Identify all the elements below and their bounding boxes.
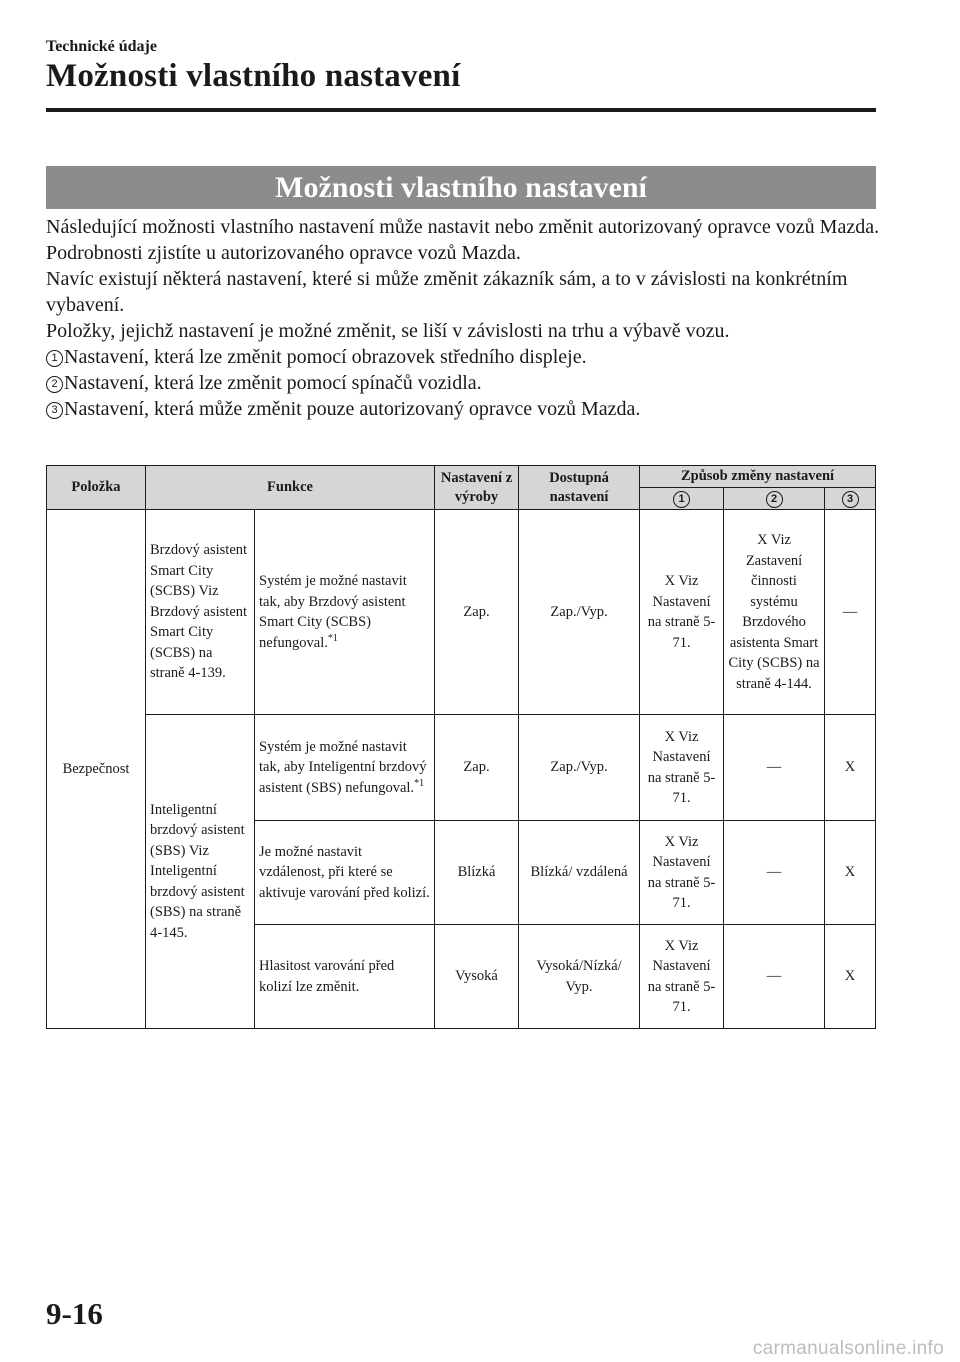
function-text: Systém je možné nastavit tak, aby Inteligentní brzdový asistent (SBS) nefungoval. bbox=[259, 738, 427, 796]
factory-cell: Zap. bbox=[435, 715, 519, 821]
available-cell: Vysoká/Nízká/ Vyp. bbox=[519, 925, 640, 1029]
circled-number-2: 2 bbox=[766, 491, 783, 508]
intro-text bbox=[46, 214, 881, 422]
method-2-cell: — bbox=[724, 715, 825, 821]
section-label: Technické údaje bbox=[46, 38, 157, 55]
intro-paragraph-2: Navíc existují některá nastavení, které si může změnit zákazník sám, a to v závislosti na konkrétním vybavení. bbox=[46, 268, 848, 316]
intro-paragraph-1: Následující možnosti vlastního nastavení může nastavit nebo změnit autorizovaný opravce vozů Mazda. Podrobnosti zjistíte u autorizovaného opravce vozů Mazda. bbox=[46, 216, 880, 264]
col-header-item: Položka bbox=[47, 466, 146, 510]
footnote-ref: *1 bbox=[327, 632, 338, 644]
method-3-cell: X bbox=[825, 821, 876, 925]
header-divider bbox=[46, 108, 876, 112]
circled-number-3: 3 bbox=[46, 402, 63, 419]
section-banner: Možnosti vlastního nastavení bbox=[46, 166, 876, 209]
footnote-ref: *1 bbox=[414, 777, 425, 789]
circled-number-2: 2 bbox=[46, 376, 63, 393]
table-header-row bbox=[47, 466, 876, 488]
function-cell: Hlasitost varování před kolizí lze změnit. bbox=[255, 925, 435, 1029]
method-1-cell: X Viz Nastavení na straně 5-71. bbox=[640, 715, 724, 821]
method-item-2 bbox=[46, 370, 881, 396]
group-cell-scbs: Brzdový asistent Smart City (SCBS) Viz Brzdový asistent Smart City (SCBS) na straně 4-139. bbox=[146, 510, 255, 715]
circled-number-1: 1 bbox=[673, 491, 690, 508]
col-header-available: Dostupná nastavení bbox=[519, 466, 640, 510]
site-watermark: carmanualsonline.info bbox=[752, 1338, 944, 1359]
method-3-cell: X bbox=[825, 715, 876, 821]
col-header-method-1 bbox=[640, 488, 724, 510]
function-text: Systém je možné nastavit tak, aby Brzdový asistent Smart City (SCBS) nefungoval. bbox=[259, 573, 407, 651]
method-text-2: Nastavení, která lze změnit pomocí spínačů vozidla. bbox=[64, 372, 482, 394]
page-number: 9-16 bbox=[46, 1296, 103, 1331]
method-2-cell: — bbox=[724, 925, 825, 1029]
group-cell-sbs: Inteligentní brzdový asistent (SBS) Viz Inteligentní brzdový asistent (SBS) na straně 4-145. bbox=[146, 715, 255, 1029]
factory-cell: Zap. bbox=[435, 510, 519, 715]
method-2-cell: — bbox=[724, 821, 825, 925]
circled-number-1: 1 bbox=[46, 350, 63, 367]
method-1-cell: X Viz Nastavení na straně 5-71. bbox=[640, 510, 724, 715]
circled-number-3: 3 bbox=[842, 491, 859, 508]
table-row bbox=[47, 715, 876, 821]
available-cell: Zap./Vyp. bbox=[519, 510, 640, 715]
col-header-factory: Nastavení z výroby bbox=[435, 466, 519, 510]
factory-cell: Vysoká bbox=[435, 925, 519, 1029]
function-cell: Je možné nastavit vzdálenost, při které se aktivuje varování před kolizí. bbox=[255, 821, 435, 925]
function-cell bbox=[255, 510, 435, 715]
method-text-3: Nastavení, která může změnit pouze autorizovaný opravce vozů Mazda. bbox=[64, 398, 641, 420]
col-header-method-3 bbox=[825, 488, 876, 510]
method-1-cell: X Viz Nastavení na straně 5-71. bbox=[640, 925, 724, 1029]
col-header-method: Způsob změny nastavení bbox=[640, 466, 876, 488]
method-item-1 bbox=[46, 344, 881, 370]
method-3-cell: X bbox=[825, 925, 876, 1029]
method-2-cell: X Viz Zastavení činnosti systému Brzdového asistenta Smart City (SCBS) na straně 4-144. bbox=[724, 510, 825, 715]
method-1-cell: X Viz Nastavení na straně 5-71. bbox=[640, 821, 724, 925]
function-cell bbox=[255, 715, 435, 821]
item-cell: Bezpečnost bbox=[47, 510, 146, 1029]
factory-cell: Blízká bbox=[435, 821, 519, 925]
available-cell: Zap./Vyp. bbox=[519, 715, 640, 821]
settings-table bbox=[46, 465, 876, 1029]
method-item-3 bbox=[46, 396, 881, 422]
available-cell: Blízká/ vzdálená bbox=[519, 821, 640, 925]
method-3-cell: — bbox=[825, 510, 876, 715]
col-header-function: Funkce bbox=[146, 466, 435, 510]
method-text-1: Nastavení, která lze změnit pomocí obrazovek středního displeje. bbox=[64, 346, 587, 368]
intro-paragraph-3: Položky, jejichž nastavení je možné změnit, se liší v závislosti na trhu a výbavě vozu. bbox=[46, 320, 730, 342]
page-title: Možnosti vlastního nastavení bbox=[46, 58, 461, 94]
table-row bbox=[47, 510, 876, 715]
col-header-method-2 bbox=[724, 488, 825, 510]
